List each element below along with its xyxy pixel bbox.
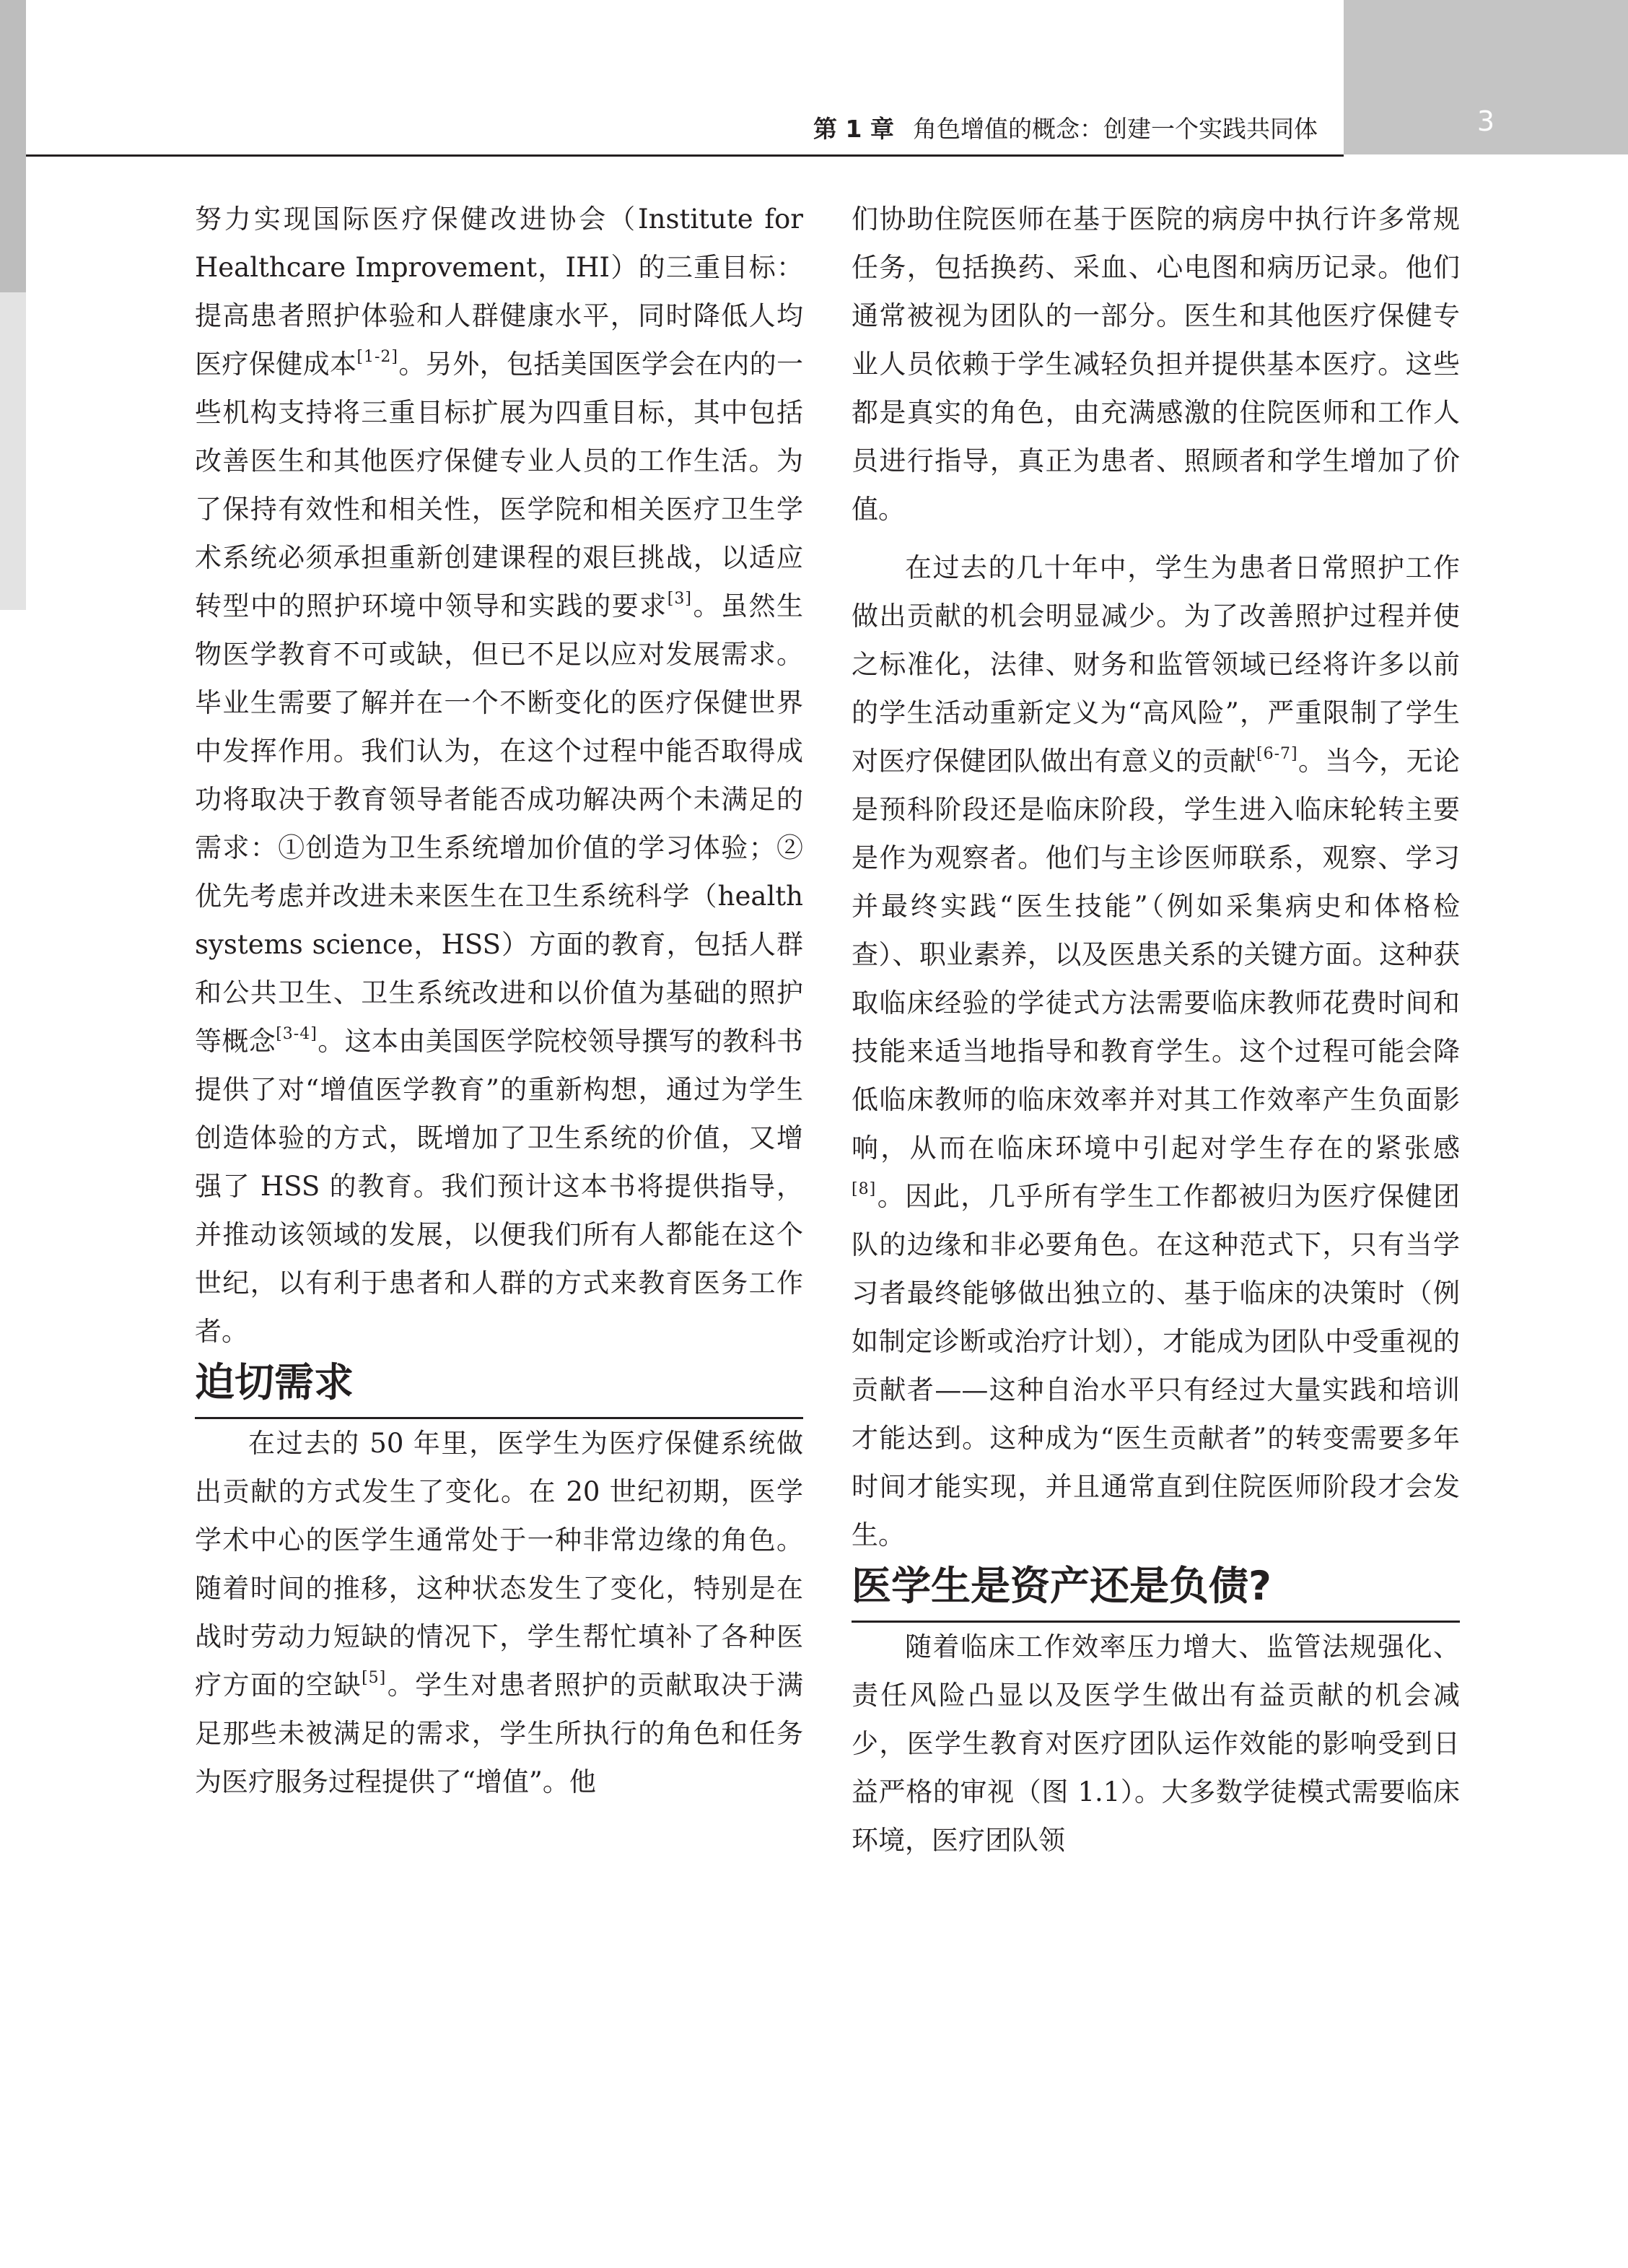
- paragraph-scrutiny: 随着临床工作效率压力增大、监管法规强化、责任风险凸显以及医学生做出有益贡献的机会减少，医学生教育对医疗团队运作效能的影响受到日益严格的审视（图 1.1）。大多数学徒模式需要临床环境，医疗团队领: [852, 1631, 1460, 1856]
- text-segment: 在过去的 50 年里，医学生为医疗保健系统做出贡献的方式发生了变化。在 20 世纪初期，医学学术中心的医学生通常处于一种非常边缘的角色。随着时间的推移，这种状态发生了变化，特别是在战时劳动力短缺的情况下，学生帮忙填补了各种医疗方面的空缺: [195, 1428, 803, 1701]
- citation: [3-4]: [276, 1025, 318, 1043]
- text-segment: 努力实现国际医疗保健改进协会（Institute for Healthcare Improvement，IHI）的三重目标：提高患者照护体验和人群健康水平，同时降低人均医疗保健成本: [195, 204, 803, 380]
- running-header: [813, 110, 1318, 144]
- text-segment: 。这本由美国医学院校领导撰写的教科书提供了对“增值医学教育”的重新构想，通过为学生创造体验的方式，既增加了卫生系统的价值，又增强了 HSS 的教育。我们预计这本书将提供指导，并推动该领域的发展，以便我们所有人都能在这个世纪，以有利于患者和人群的方式来教育医务工作者。: [195, 1026, 804, 1347]
- text-segment: 。当今，无论是预科阶段还是临床阶段，学生进入临床轮转主要是作为观察者。他们与主诊医师联系，观察、学习并最终实践“医生技能”（例如采集病史和体格检查）、职业素养，以及医患关系的关键方面。这种获取临床经验的学徒式方法需要临床教师花费时间和技能来适当地指导和教育学生。这个过程可能会降低临床教师的临床效率并对其工作效率产生负面影响，从而在临床环境中引起对学生存在的紧张感: [852, 746, 1461, 1164]
- citation: [6-7]: [1256, 745, 1298, 763]
- text-segment: 。学生对患者照护的贡献取决于满足那些未被满足的需求，学生所执行的角色和任务为医疗服务过程提供了“增值”。他: [195, 1670, 803, 1797]
- paragraph-continuation: 们协助住院医师在基于医院的病房中执行许多常规任务，包括换药、采血、心电图和病历记录。他们通常被视为团队的一部分。医生和其他医疗保健专业人员依赖于学生减轻负担并提供基本医疗。这些都是真实的角色，由充满感激的住院医师和工作人员进行指导，真正为患者、照顾者和学生增加了价值。: [852, 204, 1460, 525]
- chapter-label: 第 1 章: [813, 115, 894, 143]
- section-heading-asset-or-liability: 医学生是资产还是负债?: [852, 1559, 1460, 1623]
- citation: [8]: [852, 1180, 877, 1198]
- right-column: [852, 195, 1460, 1864]
- side-tab-dark: [0, 0, 26, 292]
- paragraph-intro: [195, 195, 803, 1356]
- text-segment: 。另外，包括美国医学会在内的一些机构支持将三重目标扩展为四重目标，其中包括改善医生和其他医疗保健专业人员的工作生活。为了保持有效性和相关性，医学院和相关医疗卫生学术系统必须承担重新创建课程的艰巨挑战，以适应转型中的照护环境中领导和实践的要求: [195, 349, 804, 621]
- left-column: [195, 195, 803, 1806]
- page-number: 3: [1476, 105, 1495, 137]
- citation: [3]: [667, 590, 692, 608]
- text-segment: 在过去的几十年中，学生为患者日常照护工作做出贡献的机会明显减少。为了改善照护过程并使之标准化，法律、财务和监管领域已经将许多以前的学生活动重新定义为“高风险”，严重限制了学生对医疗保健团队做出有意义的贡献: [852, 552, 1460, 777]
- side-tab-light: [0, 292, 26, 610]
- page-number-box: [1344, 0, 1628, 154]
- text-segment: 。因此，几乎所有学生工作都被归为医疗保健团队的边缘和非必要角色。在这种范式下，只有当学习者最终能够做出独立的、基于临床的决策时（例如制定诊断或治疗计划），才能成为团队中受重视的贡献者——这种自治水平只有经过大量实践和培训才能达到。这种成为“医生贡献者”的转变需要多年时间才能实现，并且通常直到住院医师阶段才会发生。: [852, 1181, 1460, 1550]
- citation: [5]: [362, 1669, 387, 1687]
- chapter-title: 角色增值的概念：创建一个实践共同体: [913, 115, 1318, 143]
- paragraph-decline: [852, 544, 1460, 1559]
- section-heading-urgent-need: 迫切需求: [195, 1356, 803, 1419]
- paragraph-history: [195, 1419, 803, 1806]
- text-segment: 。虽然生物医学教育不可或缺，但已不足以应对发展需求。毕业生需要了解并在一个不断变化的医疗保健世界中发挥作用。我们认为，在这个过程中能否取得成功将取决于教育领导者能否成功解决两个未满足的需求：①创造为卫生系统增加价值的学习体验；②优先考虑并改进未来医生在卫生系统科学（health systems science，HSS）方面的教育，包括人群和公共卫生、卫生系统改进和以价值为基础的照护等概念: [195, 590, 803, 1057]
- header-rule: [26, 154, 1344, 157]
- citation: [1-2]: [356, 348, 398, 366]
